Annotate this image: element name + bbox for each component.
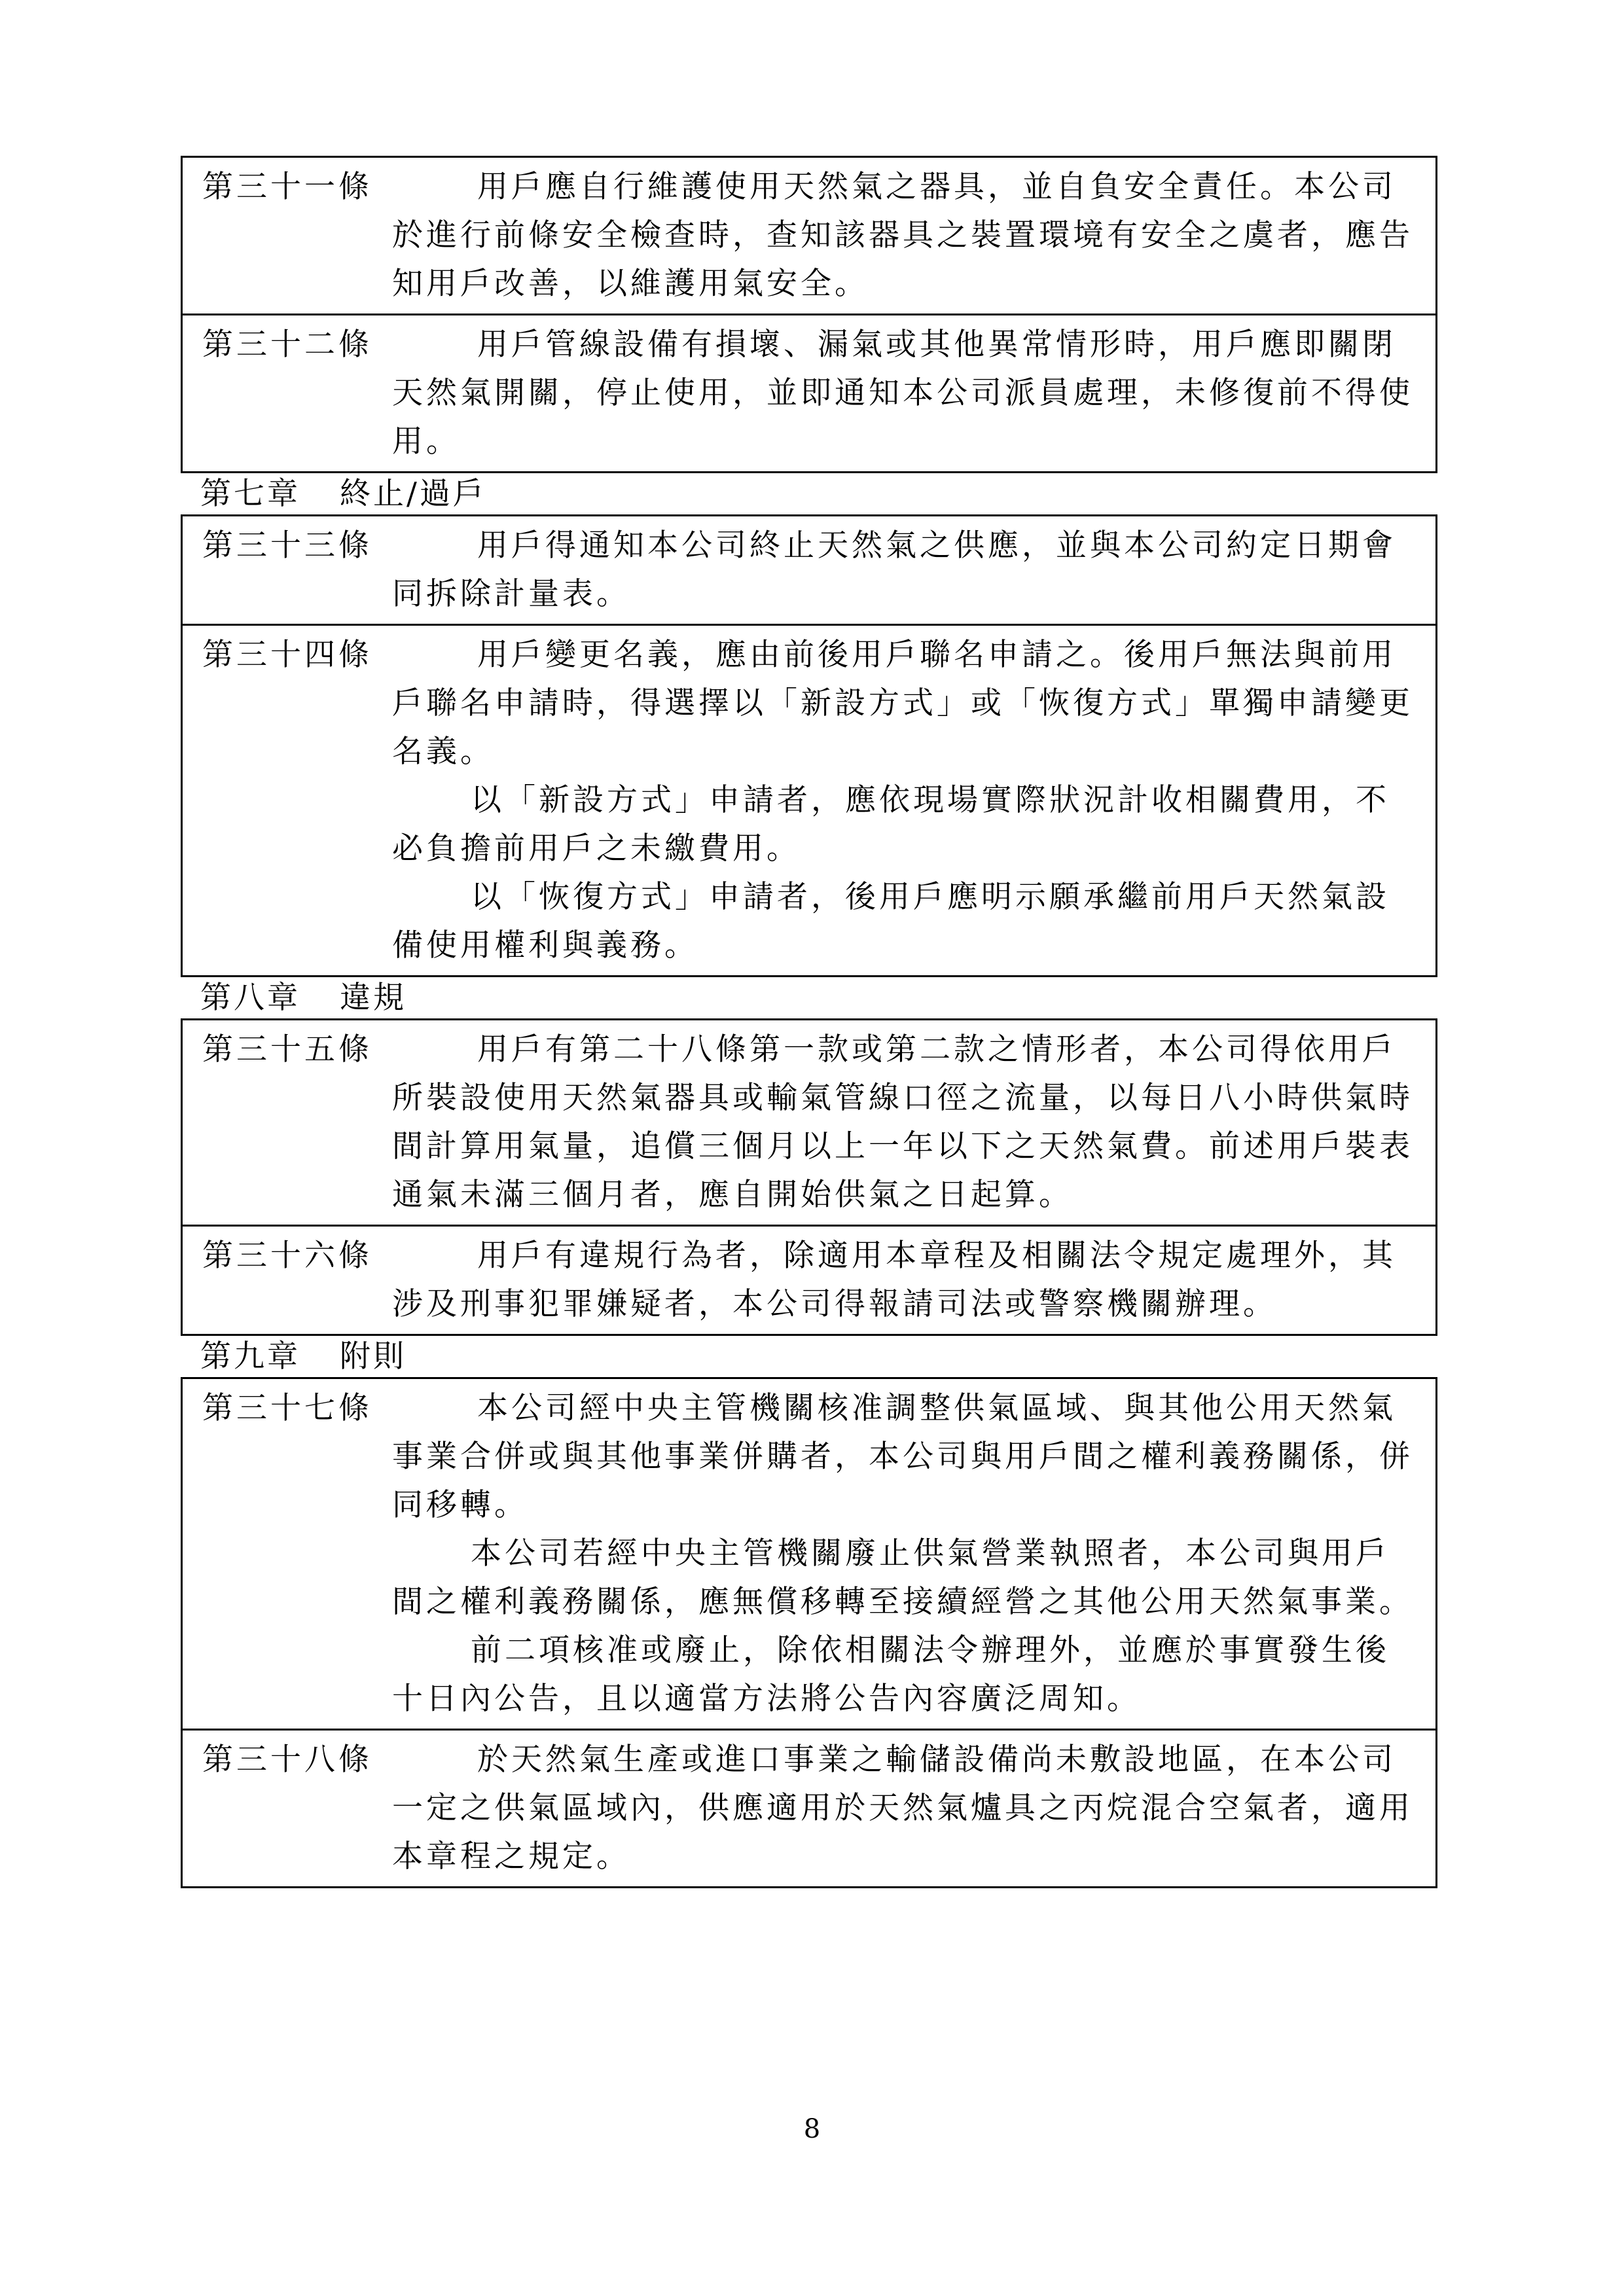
chapter-title: 附則: [340, 1338, 406, 1374]
article-37: [181, 1377, 1437, 1731]
article-paragraph: 本公司若經中央主管機關廢止供氣營業執照者，本公司與用戶間之權利義務關係，應無償移轉至接續經營之其他公用天然氣事業。: [392, 1535, 1413, 1620]
article-paragraph: 前二項核准或廢止，除依相關法令辦理外，並應於事實發生後十日內公告，且以適當方法將公告內容廣泛周知。: [392, 1632, 1390, 1717]
chapter-number: 第八章: [200, 980, 300, 1016]
chapter-title: 終止/過戶: [340, 476, 486, 512]
article-body: [392, 1384, 1420, 1723]
chapter-7-heading: [181, 472, 1437, 516]
article-label: 第三十四條: [202, 637, 372, 673]
article-paragraph: 用戶有違規行為者，除適用本章程及相關法令規定處理外，其涉及刑事犯罪嫌疑者，本公司得報請司法或警察機關辦理。: [392, 1238, 1396, 1322]
article-35: [181, 1018, 1437, 1227]
article-paragraph: 用戶應自行維護使用天然氣之器具，並自負安全責任。本公司於進行前條安全檢查時，查知該器具之裝置環境有安全之虞者，應告知用戶改善，以維護用氣安全。: [392, 169, 1413, 302]
article-paragraph: 以「新設方式」申請者，應依現場實際狀況計收相關費用，不必負擔前用戶之未繳費用。: [392, 782, 1390, 867]
article-label: 第三十三條: [202, 528, 372, 564]
article-32: [181, 314, 1437, 473]
article-paragraph: 用戶有第二十八條第一款或第二款之情形者，本公司得依用戶所裝設使用天然氣器具或輸氣管線口徑之流量，以每日八小時供氣時間計算用氣量，追償三個月以上一年以下之天然氣費。前述用戶裝表通氣未滿三個月者，應自開始供氣之日起算。: [392, 1031, 1413, 1213]
article-paragraph: 用戶變更名義，應由前後用戶聯名申請之。後用戶無法與前用戶聯名申請時，得選擇以「新設方式」或「恢復方式」單獨申請變更名義。: [392, 637, 1413, 770]
article-body: [392, 522, 1420, 619]
article-38: [181, 1729, 1437, 1888]
article-34: [181, 624, 1437, 977]
article-label: 第三十六條: [202, 1238, 372, 1274]
article-36: [181, 1225, 1437, 1336]
article-label: 第三十二條: [202, 327, 372, 363]
article-body: [392, 1026, 1420, 1219]
article-body: [392, 163, 1420, 308]
article-paragraph: 用戶得通知本公司終止天然氣之供應，並與本公司約定日期會同拆除計量表。: [392, 528, 1396, 612]
article-label: 第三十一條: [202, 169, 372, 205]
article-body: [392, 1736, 1420, 1881]
article-paragraph: 本公司經中央主管機關核准調整供氣區域、與其他公用天然氣事業合併或與其他事業併購者，本公司與用戶間之權利義務關係，併同移轉。: [392, 1390, 1413, 1523]
article-body: [392, 631, 1420, 970]
page-number: 8: [803, 2114, 821, 2144]
article-label: 第三十五條: [202, 1031, 372, 1067]
chapter-number: 第七章: [200, 476, 300, 512]
article-paragraph: 用戶管線設備有損壞、漏氣或其他異常情形時，用戶應即關閉天然氣開關，停止使用，並即通知本公司派員處理，未修復前不得使用。: [392, 327, 1413, 459]
article-paragraph: 於天然氣生產或進口事業之輸儲設備尚未敷設地區，在本公司一定之供氣區域內，供應適用於天然氣爐具之丙烷混合空氣者，適用本章程之規定。: [392, 1742, 1413, 1874]
chapter-number: 第九章: [200, 1338, 300, 1374]
article-body: [392, 321, 1420, 466]
article-label: 第三十八條: [202, 1742, 372, 1778]
chapter-title: 違規: [340, 980, 406, 1016]
chapter-9-heading: [181, 1335, 1437, 1379]
article-33: [181, 514, 1437, 626]
article-label: 第三十七條: [202, 1390, 372, 1426]
document-body: [181, 156, 1437, 1888]
article-31: [181, 156, 1437, 315]
article-body: [392, 1232, 1420, 1329]
chapter-8-heading: [181, 976, 1437, 1020]
article-paragraph: 以「恢復方式」申請者，後用戶應明示願承繼前用戶天然氣設備使用權利與義務。: [392, 879, 1390, 963]
